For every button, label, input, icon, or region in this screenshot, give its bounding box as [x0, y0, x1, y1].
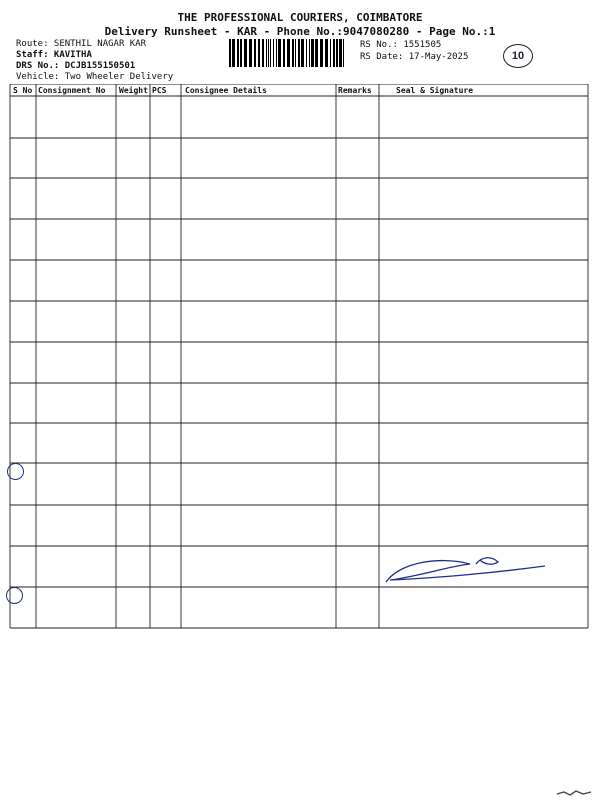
barcode [228, 39, 348, 67]
col-header-consignment: Consignment No [38, 86, 106, 95]
drs-label: DRS No.: DCJB155150501 [16, 61, 136, 71]
col-header-signature: Seal & Signature [396, 86, 474, 95]
staff-label: Staff: KAVITHA [16, 50, 92, 60]
col-header-sno: S No [13, 86, 33, 95]
sno-circle-mark [7, 463, 24, 480]
rs-date: RS Date: 17-May-2025 [360, 52, 469, 62]
col-header-remarks: Remarks [338, 86, 372, 95]
stamp-mark [556, 790, 592, 796]
rs-number: RS No.: 1551505 [360, 40, 442, 50]
scribble-signature [380, 552, 550, 588]
vehicle-label: Vehicle: Two Wheeler Delivery [16, 72, 174, 82]
route-label: Route: SENTHIL NAGAR KAR [16, 39, 147, 49]
runsheet-subtitle: Delivery Runsheet - KAR - Phone No.:9047080280 - Page No.:1 [104, 25, 496, 38]
col-header-pcs: PCS [152, 86, 167, 95]
col-header-weight: Weight [119, 86, 148, 95]
circled-count: 10 [503, 44, 533, 68]
col-header-consignee: Consignee Details [185, 86, 267, 95]
sno-circle-mark [6, 587, 23, 604]
company-title: THE PROFESSIONAL COURIERS, COIMBATORE [177, 11, 423, 24]
